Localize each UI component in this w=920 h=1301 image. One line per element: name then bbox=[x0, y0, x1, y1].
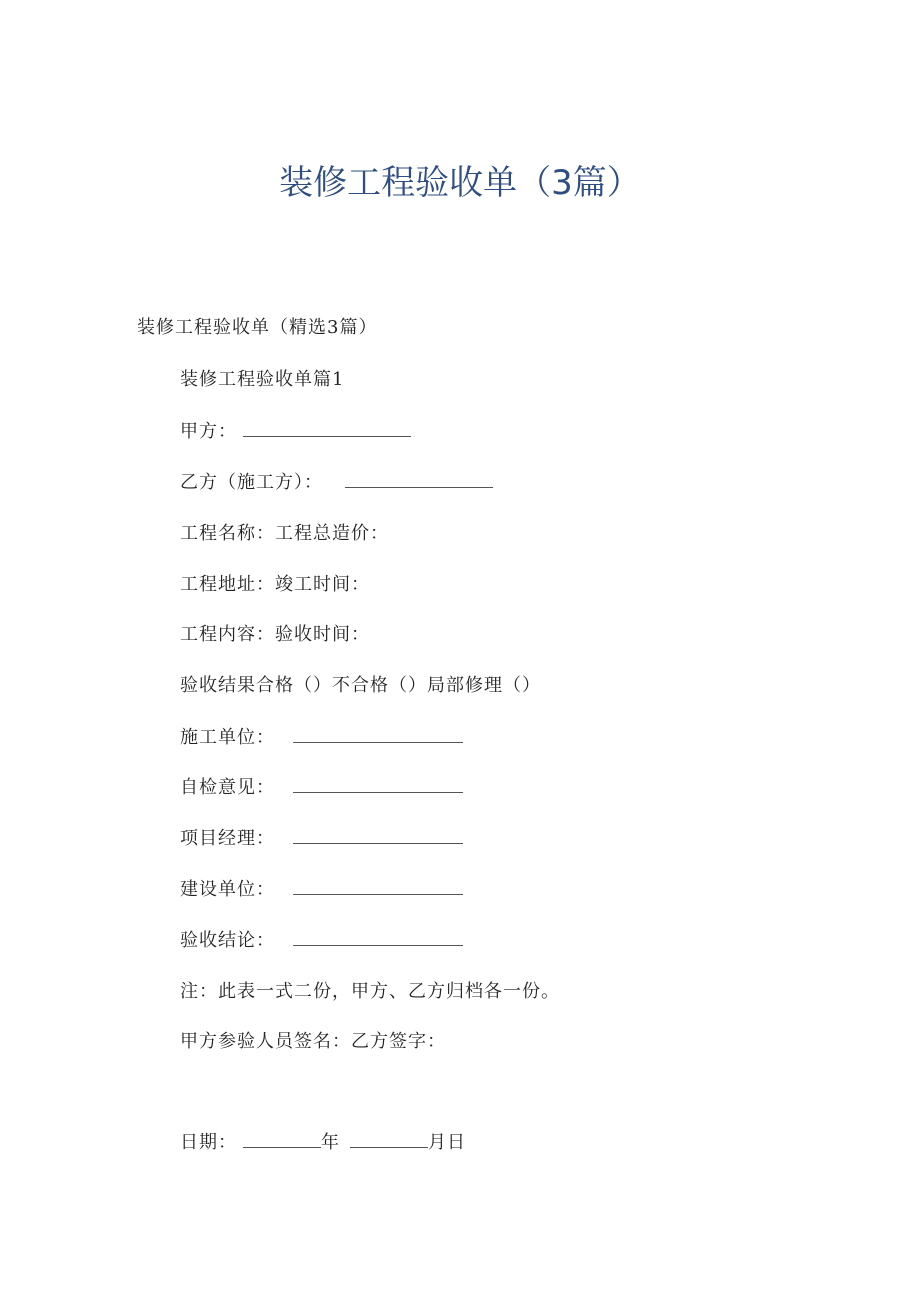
year-blank bbox=[243, 1131, 321, 1148]
project-manager-label: 项目经理： bbox=[180, 828, 275, 849]
self-check-label: 自检意见： bbox=[180, 777, 275, 798]
party-b-row bbox=[180, 471, 493, 495]
construction-unit-blank bbox=[293, 726, 463, 743]
project-manager-row bbox=[180, 827, 463, 851]
conclusion-blank bbox=[293, 929, 463, 946]
party-a-label: 甲方： bbox=[180, 421, 237, 442]
party-b-blank bbox=[345, 471, 493, 488]
party-a-row bbox=[180, 420, 411, 444]
note-line: 注：此表一式二份，甲方、乙方归档各一份。 bbox=[180, 981, 560, 1002]
project-content-line: 工程内容：验收时间： bbox=[180, 624, 370, 645]
document-title: 装修工程验收单（3篇） bbox=[279, 163, 641, 203]
month-blank bbox=[350, 1131, 428, 1148]
construction-unit-label: 施工单位： bbox=[180, 727, 275, 748]
date-row bbox=[180, 1131, 466, 1155]
party-b-label: 乙方（施工方）： bbox=[180, 472, 323, 493]
construction-unit-row bbox=[180, 726, 463, 750]
party-a-blank bbox=[243, 420, 411, 437]
builder-unit-label: 建设单位： bbox=[180, 879, 275, 900]
section-heading: 装修工程验收单篇1 bbox=[180, 369, 345, 390]
project-name-line: 工程名称：工程总造价： bbox=[180, 523, 389, 544]
project-manager-blank bbox=[293, 827, 463, 844]
project-address-line: 工程地址：竣工时间： bbox=[180, 574, 370, 595]
builder-unit-row bbox=[180, 878, 463, 902]
self-check-row bbox=[180, 776, 463, 800]
year-label: 年 bbox=[321, 1132, 340, 1153]
builder-unit-blank bbox=[293, 878, 463, 895]
conclusion-row bbox=[180, 929, 463, 953]
conclusion-label: 验收结论： bbox=[180, 930, 275, 951]
document-subtitle: 装修工程验收单（精选3篇） bbox=[137, 317, 378, 338]
month-day-label: 月日 bbox=[428, 1132, 466, 1153]
signatures-line: 甲方参验人员签名：乙方签字： bbox=[180, 1031, 446, 1052]
acceptance-result-line: 验收结果合格（）不合格（）局部修理（） bbox=[180, 675, 541, 696]
self-check-blank bbox=[293, 776, 463, 793]
date-label: 日期： bbox=[180, 1132, 237, 1153]
